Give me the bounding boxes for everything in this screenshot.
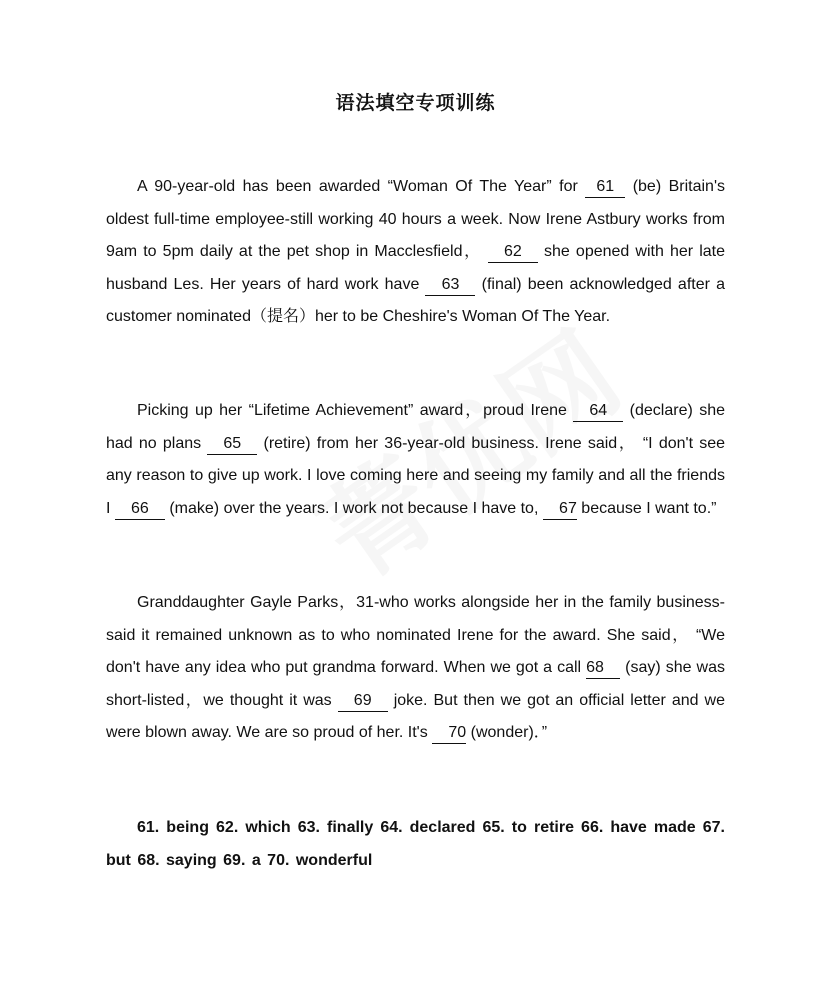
text: because I want to.” [576,499,717,517]
paragraph-2 [106,395,725,525]
text: (wonder)．” [466,724,548,742]
text: (declare) she had no plans [106,402,725,452]
blank-66: 66 [115,499,165,520]
text: (final) been acknowledged after a customer nominated（提名）her to be Cheshire's Woman Of The Year. [106,275,725,326]
answer-key: 61. being 62. which 63. finally 64. declared 65. to retire 66. have made 67. but 68. saying 69. a 70. wonderful [106,819,725,869]
text: Picking up her “Lifetime Achievement” award，proud Irene [137,402,574,419]
blank-62: 62 [488,242,538,263]
blank-65: 65 [207,434,257,455]
text: Granddaughter Gayle Parks，31-who works alongside her in the family business-said it remained unknown as to who nominated Irene for the award. She said， “We don't have any idea who put grandma forward. When we got a call [106,594,725,677]
paragraph-1 [106,171,725,334]
paragraph-3 [106,587,725,750]
blank-69: 69 [338,691,388,712]
blank-67: 67 [543,499,577,520]
text: (say) she was short-listed，we thought it was [106,659,726,709]
text: she opened with her late husband Les. Her years of hard work have [106,243,725,293]
text: (retire) from her 36-year-old business. Irene said， “I don't see any reason to give up work. I love coming here and seeing my family and all the friends I [106,434,725,517]
text: joke. But then we got an official letter and we were blown away. We are so proud of her. It's [106,691,725,742]
text: (be) Britain's oldest full-time employee-still working 40 hours a week. Now Irene Astbury works from 9am to 5pm daily at the pet shop in Macclesfield， [106,178,726,261]
blank-61: 61 [585,177,625,198]
text: A 90-year-old has been awarded “Woman Of The Year” for [137,178,586,195]
text: (make) over the years. I work not because I have to, [164,499,543,517]
blank-63: 63 [425,275,475,296]
blank-64: 64 [573,401,623,422]
page-title: 语法填空专项训练 [335,92,496,114]
blank-68: 68 [586,658,620,679]
blank-70: 70 [432,723,466,744]
